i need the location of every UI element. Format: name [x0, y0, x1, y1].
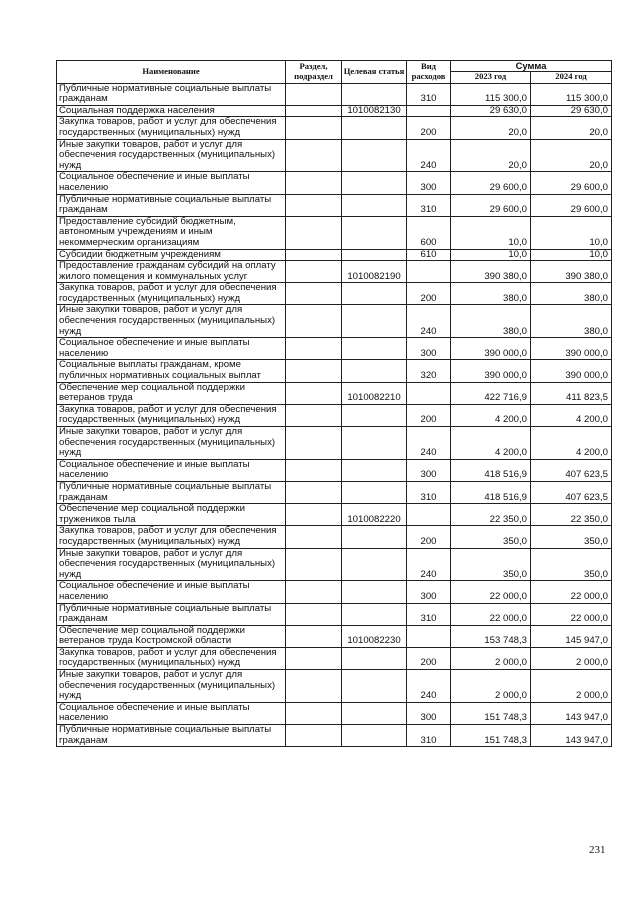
- row-target: [342, 725, 407, 747]
- row-type: 310: [407, 194, 451, 216]
- row-target: [342, 404, 407, 426]
- row-section: [286, 548, 342, 581]
- row-name: Предоставление гражданам субсидий на оплату жилого помещения и коммунальных услуг: [57, 261, 286, 283]
- row-type: 310: [407, 603, 451, 625]
- row-2024: 407 623,5: [531, 459, 612, 481]
- row-type: 240: [407, 305, 451, 338]
- row-2023: 350,0: [451, 526, 531, 548]
- row-section: [286, 283, 342, 305]
- row-type: 200: [407, 526, 451, 548]
- row-target: [342, 670, 407, 703]
- row-2024: 20,0: [531, 139, 612, 172]
- row-type: [407, 261, 451, 283]
- row-2023: 22 000,0: [451, 603, 531, 625]
- page-number: 231: [589, 844, 606, 856]
- row-2023: 380,0: [451, 305, 531, 338]
- row-section: [286, 603, 342, 625]
- row-type: 610: [407, 249, 451, 261]
- table-row: [57, 725, 612, 747]
- row-2023: 422 716,9: [451, 382, 531, 404]
- row-target: [342, 702, 407, 724]
- row-target: 1010082130: [342, 105, 407, 117]
- row-2023: 390 000,0: [451, 360, 531, 382]
- row-name: Социальное обеспечение и иные выплаты населению: [57, 172, 286, 194]
- row-type: 300: [407, 338, 451, 360]
- table-row: [57, 283, 612, 305]
- row-name: Субсидии бюджетным учреждениям: [57, 249, 286, 261]
- row-type: 240: [407, 139, 451, 172]
- row-2023: 350,0: [451, 548, 531, 581]
- row-name: Иные закупки товаров, работ и услуг для обеспечения государственных (муниципальных) нужд: [57, 548, 286, 581]
- row-section: [286, 404, 342, 426]
- row-name: Обеспечение мер социальной поддержки ветеранов труда Костромской области: [57, 625, 286, 647]
- row-2023: 20,0: [451, 117, 531, 139]
- row-2023: 418 516,9: [451, 459, 531, 481]
- row-2023: 151 748,3: [451, 725, 531, 747]
- row-target: [342, 194, 407, 216]
- row-target: [342, 249, 407, 261]
- row-2023: 380,0: [451, 283, 531, 305]
- header-name: Наименование: [57, 61, 286, 84]
- row-target: [342, 172, 407, 194]
- row-target: 1010082220: [342, 504, 407, 526]
- row-type: 600: [407, 216, 451, 249]
- row-2023: 2 000,0: [451, 647, 531, 669]
- row-2024: 380,0: [531, 283, 612, 305]
- row-section: [286, 360, 342, 382]
- row-2024: 22 350,0: [531, 504, 612, 526]
- row-target: [342, 360, 407, 382]
- row-section: [286, 481, 342, 503]
- table-row: [57, 105, 612, 117]
- row-type: [407, 382, 451, 404]
- row-name: Обеспечение мер социальной поддержки ветеранов труда: [57, 382, 286, 404]
- table-row: [57, 261, 612, 283]
- row-type: 240: [407, 548, 451, 581]
- row-type: 320: [407, 360, 451, 382]
- row-section: [286, 249, 342, 261]
- row-type: [407, 625, 451, 647]
- row-2024: 350,0: [531, 548, 612, 581]
- row-2023: 418 516,9: [451, 481, 531, 503]
- row-type: 300: [407, 702, 451, 724]
- row-2024: 22 000,0: [531, 581, 612, 603]
- table-row: [57, 603, 612, 625]
- row-target: [342, 481, 407, 503]
- row-name: Закупка товаров, работ и услуг для обеспечения государственных (муниципальных) нужд: [57, 647, 286, 669]
- row-section: [286, 647, 342, 669]
- row-type: 310: [407, 481, 451, 503]
- row-2024: 4 200,0: [531, 427, 612, 460]
- row-type: 300: [407, 172, 451, 194]
- row-2023: 22 350,0: [451, 504, 531, 526]
- row-section: [286, 504, 342, 526]
- row-2024: 143 947,0: [531, 725, 612, 747]
- row-name: Социальная поддержка населения: [57, 105, 286, 117]
- row-2024: 115 300,0: [531, 83, 612, 105]
- table-row: [57, 249, 612, 261]
- table-row: [57, 625, 612, 647]
- row-type: 310: [407, 725, 451, 747]
- row-target: [342, 459, 407, 481]
- row-name: Публичные нормативные социальные выплаты гражданам: [57, 725, 286, 747]
- row-2023: 390 380,0: [451, 261, 531, 283]
- row-name: Социальное обеспечение и иные выплаты населению: [57, 581, 286, 603]
- row-name: Публичные нормативные социальные выплаты гражданам: [57, 194, 286, 216]
- row-name: Социальное обеспечение и иные выплаты населению: [57, 702, 286, 724]
- row-name: Закупка товаров, работ и услуг для обеспечения государственных (муниципальных) нужд: [57, 283, 286, 305]
- header-type: Вид расходов: [407, 61, 451, 84]
- row-target: [342, 338, 407, 360]
- row-2023: 153 748,3: [451, 625, 531, 647]
- row-name: Публичные нормативные социальные выплаты гражданам: [57, 481, 286, 503]
- table-row: [57, 360, 612, 382]
- row-name: Закупка товаров, работ и услуг для обеспечения государственных (муниципальных) нужд: [57, 117, 286, 139]
- row-2024: 29 600,0: [531, 194, 612, 216]
- row-2024: 2 000,0: [531, 670, 612, 703]
- budget-table: [56, 60, 612, 747]
- row-section: [286, 261, 342, 283]
- row-name: Социальные выплаты гражданам, кроме публичных нормативных социальных выплат: [57, 360, 286, 382]
- row-2023: 22 000,0: [451, 581, 531, 603]
- row-section: [286, 172, 342, 194]
- row-2024: 380,0: [531, 305, 612, 338]
- row-2024: 10,0: [531, 249, 612, 261]
- row-target: 1010082230: [342, 625, 407, 647]
- row-2023: 390 000,0: [451, 338, 531, 360]
- row-type: 310: [407, 83, 451, 105]
- table-row: [57, 139, 612, 172]
- row-target: [342, 283, 407, 305]
- row-section: [286, 427, 342, 460]
- row-section: [286, 382, 342, 404]
- header-target: Целевая статья: [342, 61, 407, 84]
- row-target: [342, 427, 407, 460]
- row-section: [286, 305, 342, 338]
- table-row: [57, 670, 612, 703]
- row-section: [286, 725, 342, 747]
- table-row: [57, 382, 612, 404]
- row-section: [286, 702, 342, 724]
- row-target: [342, 548, 407, 581]
- row-section: [286, 83, 342, 105]
- row-2024: 10,0: [531, 216, 612, 249]
- row-section: [286, 670, 342, 703]
- row-name: Закупка товаров, работ и услуг для обеспечения государственных (муниципальных) нужд: [57, 526, 286, 548]
- row-name: Социальное обеспечение и иные выплаты населению: [57, 459, 286, 481]
- row-2023: 10,0: [451, 216, 531, 249]
- table-row: [57, 427, 612, 460]
- row-2024: 2 000,0: [531, 647, 612, 669]
- row-section: [286, 105, 342, 117]
- table-row: [57, 581, 612, 603]
- row-2023: 2 000,0: [451, 670, 531, 703]
- row-target: [342, 603, 407, 625]
- row-target: [342, 305, 407, 338]
- row-name: Иные закупки товаров, работ и услуг для обеспечения государственных (муниципальных) нужд: [57, 139, 286, 172]
- row-2023: 4 200,0: [451, 427, 531, 460]
- header-2024: 2024 год: [531, 71, 612, 83]
- table-row: [57, 83, 612, 105]
- row-2023: 29 600,0: [451, 172, 531, 194]
- table-row: [57, 459, 612, 481]
- row-target: 1010082210: [342, 382, 407, 404]
- row-type: 200: [407, 404, 451, 426]
- row-name: Предоставление субсидий бюджетным, автономным учреждениям и иным некоммерческим организациям: [57, 216, 286, 249]
- row-name: Обеспечение мер социальной поддержки тружеников тыла: [57, 504, 286, 526]
- row-2023: 115 300,0: [451, 83, 531, 105]
- row-2023: 29 600,0: [451, 194, 531, 216]
- row-2023: 4 200,0: [451, 404, 531, 426]
- table-row: [57, 338, 612, 360]
- row-2023: 29 630,0: [451, 105, 531, 117]
- row-2024: 390 380,0: [531, 261, 612, 283]
- row-2024: 29 630,0: [531, 105, 612, 117]
- row-section: [286, 338, 342, 360]
- row-type: [407, 105, 451, 117]
- header-section: Раздел, подраздел: [286, 61, 342, 84]
- row-type: 200: [407, 117, 451, 139]
- row-name: Иные закупки товаров, работ и услуг для обеспечения государственных (муниципальных) нужд: [57, 427, 286, 460]
- row-section: [286, 139, 342, 172]
- row-name: Иные закупки товаров, работ и услуг для обеспечения государственных (муниципальных) нужд: [57, 670, 286, 703]
- row-name: Закупка товаров, работ и услуг для обеспечения государственных (муниципальных) нужд: [57, 404, 286, 426]
- table-row: [57, 305, 612, 338]
- row-2023: 10,0: [451, 249, 531, 261]
- row-target: [342, 581, 407, 603]
- table-row: [57, 647, 612, 669]
- row-section: [286, 459, 342, 481]
- row-2024: 20,0: [531, 117, 612, 139]
- row-name: Публичные нормативные социальные выплаты гражданам: [57, 603, 286, 625]
- table-row: [57, 194, 612, 216]
- row-2024: 29 600,0: [531, 172, 612, 194]
- row-type: 200: [407, 283, 451, 305]
- row-2023: 151 748,3: [451, 702, 531, 724]
- row-2024: 145 947,0: [531, 625, 612, 647]
- row-type: 300: [407, 459, 451, 481]
- table-row: [57, 526, 612, 548]
- row-2023: 20,0: [451, 139, 531, 172]
- row-target: [342, 83, 407, 105]
- row-name: Публичные нормативные социальные выплаты гражданам: [57, 83, 286, 105]
- table-row: [57, 216, 612, 249]
- row-2024: 390 000,0: [531, 360, 612, 382]
- row-2024: 22 000,0: [531, 603, 612, 625]
- row-section: [286, 526, 342, 548]
- row-type: [407, 504, 451, 526]
- row-2024: 407 623,5: [531, 481, 612, 503]
- row-type: 240: [407, 427, 451, 460]
- row-type: 240: [407, 670, 451, 703]
- table-row: [57, 504, 612, 526]
- row-2024: 350,0: [531, 526, 612, 548]
- row-target: [342, 216, 407, 249]
- row-section: [286, 117, 342, 139]
- row-2024: 143 947,0: [531, 702, 612, 724]
- row-target: 1010082190: [342, 261, 407, 283]
- table-row: [57, 481, 612, 503]
- row-target: [342, 526, 407, 548]
- table-row: [57, 548, 612, 581]
- row-section: [286, 194, 342, 216]
- table-row: [57, 404, 612, 426]
- row-section: [286, 216, 342, 249]
- row-name: Социальное обеспечение и иные выплаты населению: [57, 338, 286, 360]
- header-2023: 2023 год: [451, 71, 531, 83]
- row-section: [286, 581, 342, 603]
- table-row: [57, 172, 612, 194]
- row-2024: 411 823,5: [531, 382, 612, 404]
- row-2024: 4 200,0: [531, 404, 612, 426]
- row-type: 300: [407, 581, 451, 603]
- row-name: Иные закупки товаров, работ и услуг для обеспечения государственных (муниципальных) нужд: [57, 305, 286, 338]
- row-2024: 390 000,0: [531, 338, 612, 360]
- row-target: [342, 139, 407, 172]
- table-row: [57, 117, 612, 139]
- row-target: [342, 647, 407, 669]
- row-section: [286, 625, 342, 647]
- table-row: [57, 702, 612, 724]
- row-target: [342, 117, 407, 139]
- row-type: 200: [407, 647, 451, 669]
- header-sum: Сумма: [451, 61, 612, 72]
